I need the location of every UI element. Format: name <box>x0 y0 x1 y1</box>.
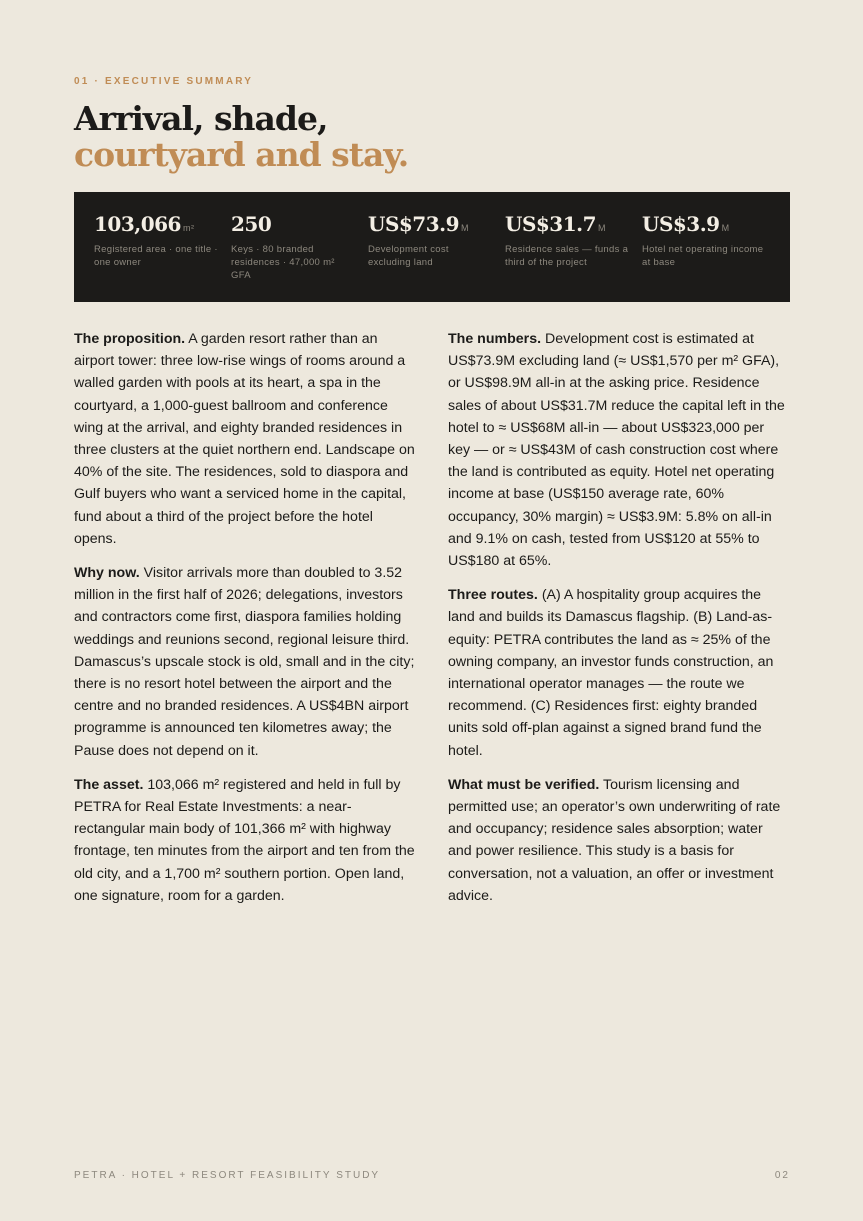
section-label: 01 · EXECUTIVE SUMMARY <box>74 76 254 87</box>
stat-unit: M <box>461 223 470 233</box>
title-line-2: courtyard and stay. <box>74 135 409 174</box>
stat-unit: m² <box>182 223 195 233</box>
stat-value: US$3.9 M <box>642 212 730 236</box>
paragraph-lead: The asset. <box>74 776 144 793</box>
paragraph-lead: Why now. <box>74 565 140 582</box>
paragraph-why-now <box>74 562 416 762</box>
stat-hotel-noi <box>642 212 779 302</box>
paragraph-lead: What must be verified. <box>448 776 600 793</box>
left-column <box>74 328 416 919</box>
paragraph-lead: The numbers. <box>448 331 542 347</box>
stat-unit: M <box>598 223 607 233</box>
stat-label: Residence sales — funds a third of the project <box>505 244 629 268</box>
paragraph-proposition <box>74 328 416 550</box>
paragraph-text: A garden resort rather than an airport tower: three low-rise wings of rooms around a walled garden with pools at its heart, a spa in the courtyard, a 1,000-guest ballroom and conference wing at the arrival, and eighty branded residences in three clusters at the quiet northern end. Landscape on 40% of the site. The residences, sold to diaspora and Gulf buyers who want a serviced home in the capital, fund about a third of the project before the hotel opens. <box>74 331 415 547</box>
paragraph-asset <box>74 774 416 907</box>
stat-value: US$31.7 M <box>505 212 607 236</box>
paragraph-text: Visitor arrivals more than doubled to 3.52 million in the first half of 2026; delegations, investors and contractors come first, diaspora families holding weddings and reunions second, regional leisure third. Damascus’s upscale stock is old, small and in the city; there is no resort hotel between the airport and the centre and no branded residences. A US$4BN airport programme is announced ten kilometres away; the Pause does not depend on it. <box>74 565 415 759</box>
paragraph-text: 103,066 m² registered and held in full by PETRA for Real Estate Investments: a near-rectangular main body of 101,366 m² with highway frontage, ten minutes from the airport and ten from the old city, and a 1,700 m² southern portion. Open land, one signature, room for a garden. <box>74 776 415 904</box>
stat-label: Hotel net operating income at base <box>642 244 764 268</box>
stat-value: 250 <box>231 212 272 236</box>
stat-residence-sales <box>505 212 642 302</box>
stat-label: Keys · 80 branded residences · 47,000 m² GFA <box>231 244 335 281</box>
key-stats-band <box>74 192 790 302</box>
page-footer <box>74 1170 790 1181</box>
stat-unit: M <box>721 223 730 233</box>
stat-value: US$73.9 M <box>368 212 470 236</box>
footer-title: PETRA · HOTEL + RESORT FEASIBILITY STUDY <box>74 1170 381 1181</box>
stat-registered-area <box>94 212 231 302</box>
paragraph-routes <box>448 584 790 762</box>
stat-development-cost <box>368 212 505 302</box>
paragraph-lead: Three routes. <box>448 587 538 604</box>
paragraph-text: (A) A hospitality group acquires the land and builds its Damascus flagship. (B) Land-as-equity: PETRA contributes the land as ≈ 25% of the owning company, an investor funds construction, an international operator manages — the route we recommend. (C) Residences first: eighty branded units sold off-plan against a signed brand fund the hotel. <box>448 587 774 759</box>
page-number: 02 <box>774 1170 790 1181</box>
stat-label: Development cost excluding land <box>368 244 449 268</box>
paragraph-numbers <box>448 328 790 572</box>
paragraph-verification <box>448 774 790 907</box>
paragraph-text: Tourism licensing and permitted use; an operator’s own underwriting of rate and occupancy; residence sales absorption; water and power resilience. This study is a basis for conversation, not a valuation, an offer or investment advice. <box>448 776 781 904</box>
title-line-1: Arrival, shade, <box>74 99 328 138</box>
paragraph-text: Development cost is estimated at US$73.9M excluding land (≈ US$1,570 per m² GFA), or US$98.9M all-in at the asking price. Residence sales of about US$31.7M reduce the capital left in the hotel to ≈ US$68M all-in — about US$323,000 per key — or ≈ US$43M of cash construction cost where the land is contributed as equity. Hotel net operating income at base (US$150 average rate, 60% occupancy, 30% margin) ≈ US$3.9M: 5.8% on all-in and 9.1% on cash, tested from US$120 at 55% to US$180 at 65%. <box>448 331 785 570</box>
page-title <box>74 101 408 173</box>
stat-value: 103,066 m² <box>94 212 195 236</box>
paragraph-lead: The proposition. <box>74 331 186 347</box>
stat-keys <box>231 212 368 302</box>
stat-label: Registered area · one title · one owner <box>94 244 218 268</box>
right-column <box>448 328 790 919</box>
